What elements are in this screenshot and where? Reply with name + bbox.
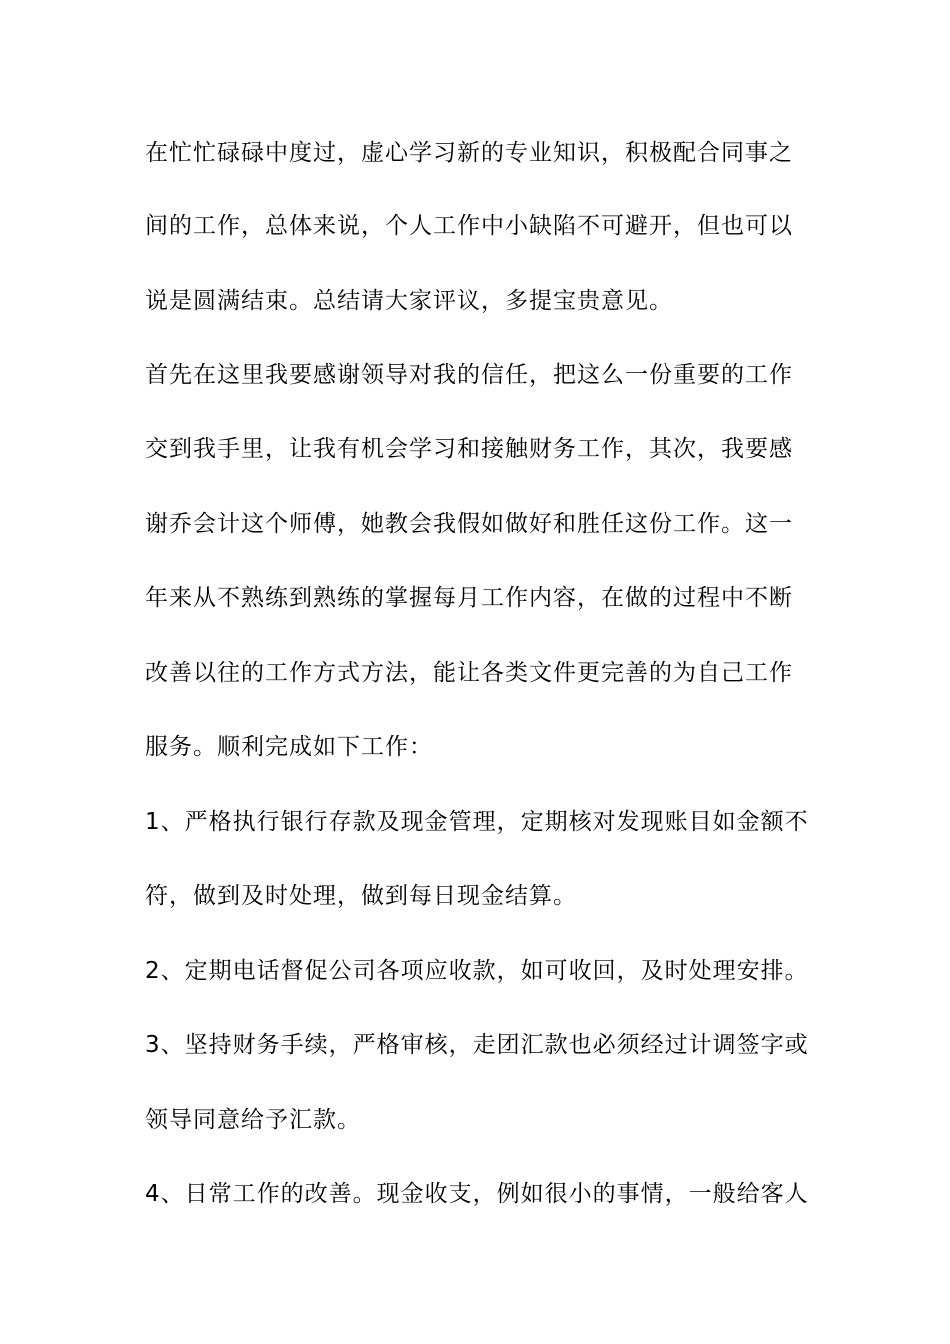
paragraph-line-3: 说是圆满结束。总结请大家评议，多提宝贵意见。: [145, 288, 673, 314]
paragraph-line-4: 首先在这里我要感谢领导对我的信任，把这么一份重要的工作: [145, 362, 793, 388]
paragraph-line-2: 间的工作，总体来说，个人工作中小缺陷不可避开，但也可以: [145, 213, 793, 239]
paragraph-line-7: 年来从不熟练到熟练的掌握每月工作内容，在做的过程中不断: [145, 585, 793, 611]
list-item-1-line-1: 1、严格执行银行存款及现金管理，定期核对发现账目如金额不: [145, 809, 809, 835]
paragraph-line-6: 谢乔会计这个师傅，她教会我假如做好和胜任这份工作。这一: [145, 511, 793, 537]
list-item-2: 2、定期电话督促公司各项应收款，如可收回，及时处理安排。: [145, 958, 809, 984]
paragraph-line-1: 在忙忙碌碌中度过，虚心学习新的专业知识，积极配合同事之: [145, 140, 793, 166]
list-item-3-line-1: 3、坚持财务手续，严格审核，走团汇款也必须经过计调签字或: [145, 1032, 809, 1058]
paragraph-line-9: 服务。顺利完成如下工作：: [145, 734, 433, 760]
list-item-3-line-2: 领导同意给予汇款。: [145, 1107, 361, 1133]
paragraph-line-5: 交到我手里，让我有机会学习和接触财务工作，其次，我要感: [145, 436, 793, 462]
list-item-1-line-2: 符，做到及时处理，做到每日现金结算。: [145, 883, 577, 909]
list-item-4-line-1: 4、日常工作的改善。现金收支，例如很小的事情，一般给客人: [145, 1181, 809, 1207]
paragraph-line-8: 改善以往的工作方式方法，能让各类文件更完善的为自己工作: [145, 660, 793, 686]
